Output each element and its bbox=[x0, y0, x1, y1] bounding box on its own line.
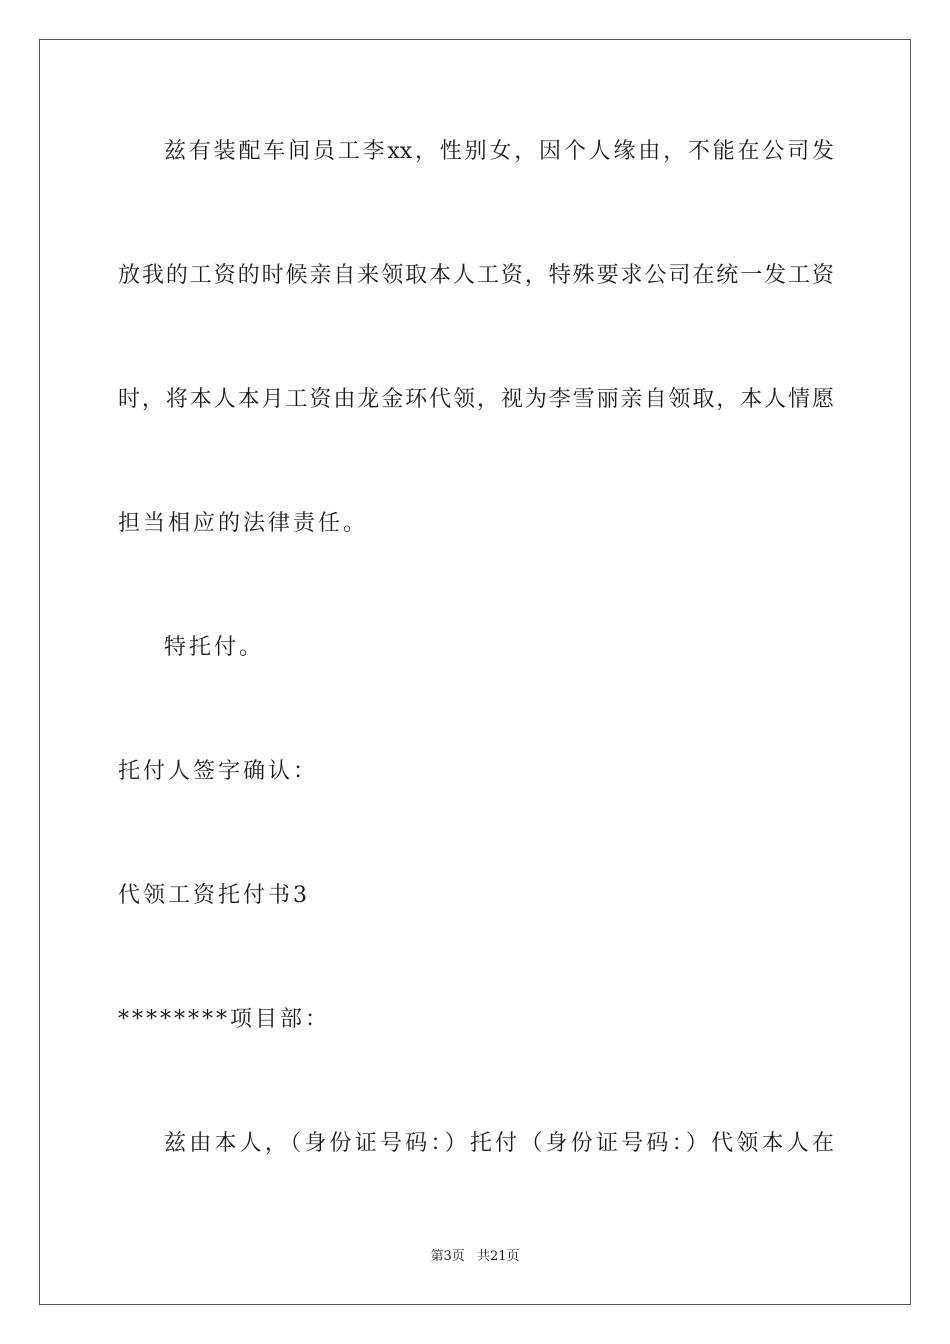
page-footer bbox=[0, 1248, 950, 1266]
section-heading: 代领工资托付书3 bbox=[118, 883, 310, 908]
paragraph-line-3: 时，将本人本月工资由龙金环代领，视为李雪丽亲自领取，本人情愿 bbox=[118, 387, 834, 412]
paragraph-line-2: 放我的工资的时候亲自来领取本人工资，特殊要求公司在统一发工资 bbox=[118, 263, 834, 288]
paragraph-line-4: 担当相应的法律责任。 bbox=[118, 511, 369, 536]
closing-phrase: 特托付。 bbox=[164, 635, 265, 660]
page-border bbox=[39, 39, 911, 1305]
addressee-line: ********项目部： bbox=[118, 1007, 331, 1032]
page-number: 第3页 bbox=[430, 1249, 465, 1264]
paragraph-line-9: 兹由本人，（身份证号码：）托付（身份证号码：）代领本人在 bbox=[164, 1131, 834, 1156]
page-total: 共21页 bbox=[476, 1249, 520, 1264]
signature-label: 托付人签字确认： bbox=[118, 759, 319, 784]
paragraph-line-1: 兹有装配车间员工李xx，性别女，因个人缘由，不能在公司发 bbox=[164, 139, 834, 164]
